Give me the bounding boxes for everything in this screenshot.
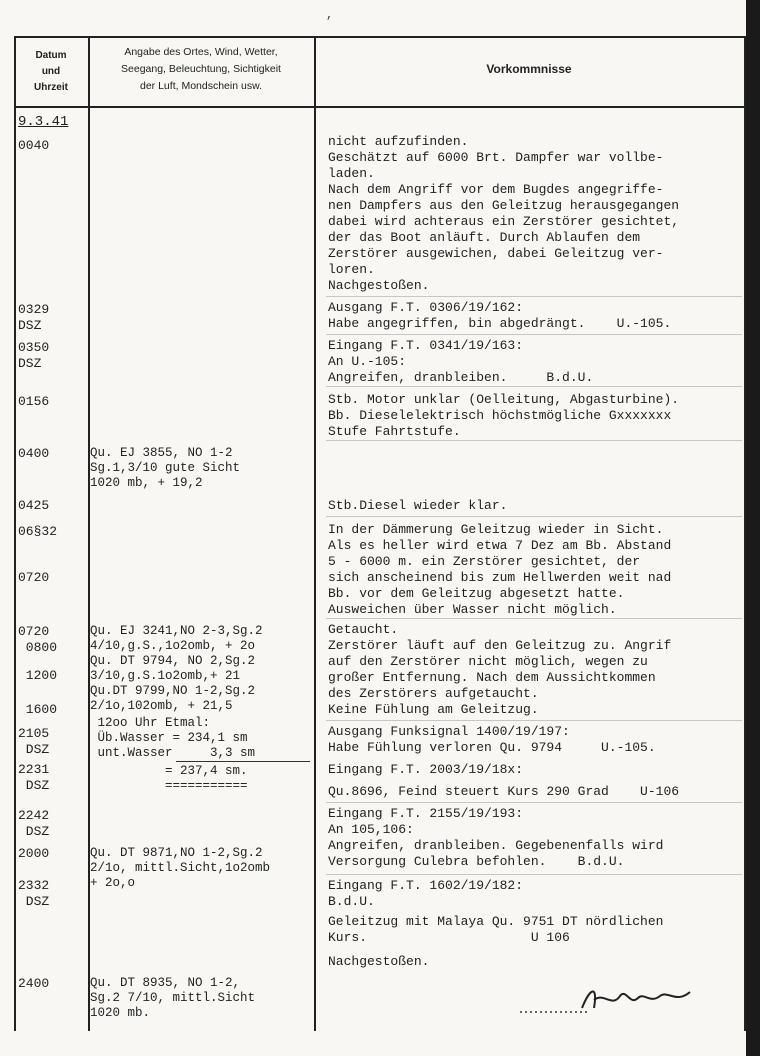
event-entry: Geleitzug mit Malaya Qu. 9751 DT nördlichen Kurs. U 106 [328, 914, 664, 945]
event-entry: Getaucht. Zerstörer läuft auf den Geleitzug zu. Angrif auf den Zerstörer nicht möglich, wegen zu großer Entfernung. Nach dem Aussichtkommen des Zerstörers aufgetaucht. Keine Fühlung am Geleitzug. [328, 622, 672, 717]
table-right-border [744, 38, 746, 1031]
time-entry: 1200 [18, 668, 58, 683]
conditions-entry: Qu. DT 9871,NO 1-2,Sg.2 2/1o, mittl.Sicht,1o2omb + 2o,o [90, 846, 271, 890]
event-entry: Eingang F.T. 2155/19/193: An 105,106: Angreifen, dranbleiben. Gegebenenfalls wird Versorgung Culebra befohlen. B.d.U. [328, 806, 664, 869]
event-entry: Stb.Diesel wieder klar. [328, 498, 508, 513]
header-events: Vorkommnisse [486, 62, 572, 76]
row-separator [326, 618, 742, 619]
table-left-border [14, 38, 16, 1031]
column-divider-2 [314, 38, 316, 1031]
time-entry: 0040 [18, 138, 50, 153]
time-entry: 1600 [18, 702, 58, 717]
event-entry: Eingang F.T. 2003/19/18x: [328, 762, 524, 777]
header-location-weather: Angabe des Ortes, Wind, Wetter, Seegang, Beleuchtung, Sichtigkeit der Luft, Mondschein usw. [121, 46, 281, 92]
header-date-time: Datum und Uhrzeit [34, 50, 68, 93]
row-separator [326, 874, 742, 875]
time-entry: 2000 [18, 846, 50, 861]
time-entry: 2242 DSZ [18, 808, 50, 839]
event-entry: Ausgang Funksignal 1400/19/197: Habe Fühlung verloren Qu. 9794 U.-105. [328, 724, 656, 755]
event-entry: Eingang F.T. 1602/19/182: B.d.U. [328, 878, 524, 909]
row-separator [326, 720, 742, 721]
event-entry: Ausgang F.T. 0306/19/162: Habe angegriffen, bin abgedrängt. U.-105. [328, 300, 672, 331]
daily-run-total: = 237,4 sm. =========== [165, 764, 248, 793]
row-separator [326, 296, 742, 297]
event-entry: Stb. Motor unklar (Oelleitung, Abgasturbine). Bb. Dieselelektrisch höchstmögliche Gxxxxxxx Stufe Fahrtstufe. [328, 392, 680, 439]
event-entry: Nachgestoßen. [328, 954, 430, 969]
signature-icon [520, 978, 720, 1018]
page-top-mark: , [326, 8, 334, 22]
time-entry: 2105 DSZ [18, 726, 50, 757]
conditions-entry: Qu. DT 8935, NO 1-2, Sg.2 7/10, mittl.Sicht 1020 mb. [90, 976, 256, 1020]
header-bottom-border [14, 106, 746, 108]
time-entry: 0425 [18, 498, 50, 513]
row-separator [326, 802, 742, 803]
time-entry: 0720 [18, 570, 50, 585]
time-entry: 2400 [18, 976, 50, 991]
event-entry: In der Dämmerung Geleitzug wieder in Sicht. Als es heller wird etwa 7 Dez am Bb. Abstand 5 - 6000 m. ein Zerstörer gesichtet, der sich anscheinend bis zum Hellwerden weit nad Bb. vor dem Geleitzug abgesetzt hatte. Ausweichen über Wasser nicht möglich. [328, 522, 672, 617]
row-separator [326, 386, 742, 387]
event-entry: Qu.8696, Feind steuert Kurs 290 Grad U-106 [328, 784, 680, 799]
sum-rule [176, 761, 310, 762]
event-entry: nicht aufzufinden. Geschätzt auf 6000 Brt. Dampfer war vollbe- laden. Nach dem Angriff vor dem Bugdes angegriffe- nen Dampfers aus den Geleitzug herausgegangen dabei wird achteraus ein Zerstörer gesichtet, der das Boot anläuft. Durch Ablaufen dem Zerstörer ausgewichen, dabei Geleitzug ver- loren. Nachgestoßen. [328, 134, 680, 293]
event-entry: Eingang F.T. 0341/19/163: An U.-105: Angreifen, dranbleiben. B.d.U. [328, 338, 594, 385]
time-entry: 0329 DSZ [18, 302, 50, 333]
time-entry: 0156 [18, 394, 50, 409]
time-entry: 0720 0800 [18, 624, 58, 655]
log-date: 9.3.41 [18, 114, 69, 130]
time-entry: 2332 DSZ [18, 878, 50, 909]
time-entry: 06§32 [18, 524, 58, 539]
conditions-entry: Qu. EJ 3855, NO 1-2 Sg.1,3/10 gute Sicht 1020 mb, + 19,2 [90, 446, 241, 490]
time-entry: 2231 DSZ [18, 762, 50, 793]
conditions-entry: Qu. EJ 3241,NO 2-3,Sg.2 4/10,g.S.,1o2omb, + 2o Qu. DT 9794, NO 2,Sg.2 3/10,g.S.1o2omb,+ 21 Qu.DT 9799,NO 1-2,Sg.2 2/1o,102omb, + 21,5 [90, 624, 263, 713]
time-entry: 0400 [18, 446, 50, 461]
table-top-border [14, 36, 746, 38]
daily-run-entry: 12oo Uhr Etmal: Üb.Wasser = 234,1 sm unt.Wasser 3,3 sm [97, 716, 256, 760]
row-separator [326, 334, 742, 335]
row-separator [326, 516, 742, 517]
scan-edge [746, 0, 760, 1056]
time-entry: 0350 DSZ [18, 340, 50, 371]
row-separator [326, 440, 742, 441]
